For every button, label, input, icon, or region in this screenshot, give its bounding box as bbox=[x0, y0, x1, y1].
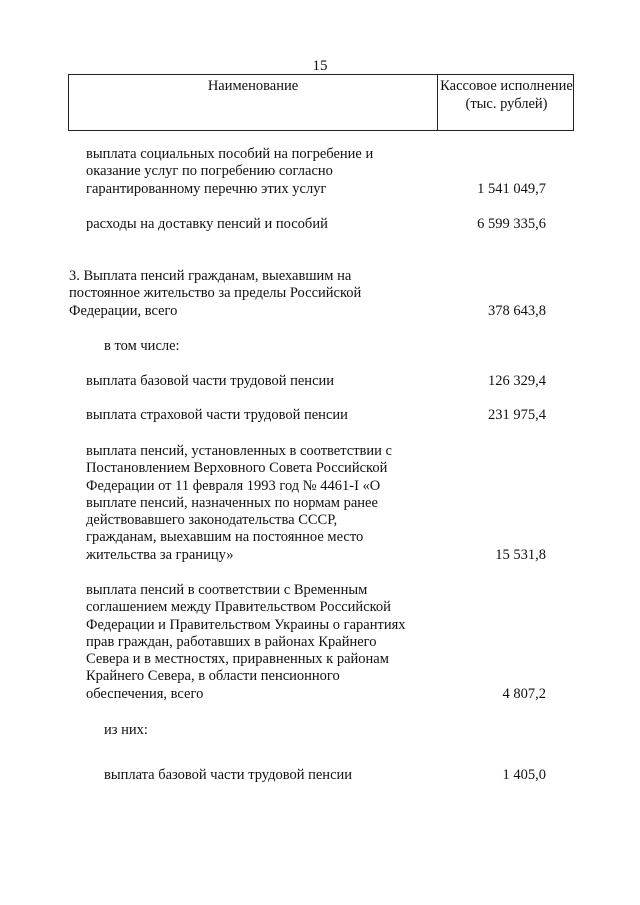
row-text: выплата пенсий, установленных в соответствии с Постановлением Верховного Совета Российской Федерации от 11 февраля 1993 год № 4461-I «О выплате пенсий, назначенных по нормам ранее действовавшего законодательства СССР, гражданам, выехавшим на постоянное место жительства за границу» bbox=[86, 443, 392, 563]
row-amount: 1 541 049,7 bbox=[477, 180, 546, 197]
column-header-amount: Кассовое исполнение (тыс. рублей) bbox=[440, 78, 573, 112]
table-row bbox=[86, 146, 546, 198]
page-number: 15 bbox=[312, 58, 328, 74]
row-amount: 6 599 335,6 bbox=[477, 216, 546, 232]
row-text: выплата пенсий в соответствии с Временным соглашением между Правительством Российской Федерации и Правительством Украины о гарантиях прав граждан, работавших в районах Крайнего Севера и в местностях, приравненных к районам Крайнего Севера, в области пенсионного обеспечения, всего bbox=[86, 582, 406, 702]
table-row bbox=[104, 767, 546, 784]
table-row bbox=[86, 216, 546, 233]
table-row bbox=[104, 722, 564, 739]
row-amount: 126 329,4 bbox=[488, 373, 546, 389]
table-row bbox=[104, 338, 564, 355]
row-amount: 1 405,0 bbox=[502, 767, 546, 783]
row-amount: 15 531,8 bbox=[495, 546, 546, 563]
table-header bbox=[68, 74, 574, 131]
row-text: расходы на доставку пенсий и пособий bbox=[86, 216, 328, 232]
column-header-name: Наименование bbox=[69, 75, 438, 130]
row-amount: 231 975,4 bbox=[488, 407, 546, 423]
row-text: в том числе: bbox=[104, 338, 180, 354]
row-text: выплата социальных пособий на погребение и оказание услуг по погребению согласно гарантированному перечню этих услуг bbox=[86, 146, 374, 197]
table-row bbox=[86, 582, 546, 703]
row-amount: 4 807,2 bbox=[502, 685, 546, 702]
table-row bbox=[69, 268, 546, 320]
row-text: из них: bbox=[104, 722, 148, 738]
row-text: выплата страховой части трудовой пенсии bbox=[86, 407, 348, 423]
row-text: выплата базовой части трудовой пенсии bbox=[86, 373, 335, 389]
table-row bbox=[86, 443, 546, 564]
table-row bbox=[86, 373, 546, 390]
row-text: выплата базовой части трудовой пенсии bbox=[104, 767, 353, 783]
row-amount: 378 643,8 bbox=[488, 302, 546, 319]
row-text: 3. Выплата пенсий гражданам, выехавшим на постоянное жительство за пределы Российской Федерации, всего bbox=[69, 268, 362, 319]
table-row bbox=[86, 407, 546, 424]
